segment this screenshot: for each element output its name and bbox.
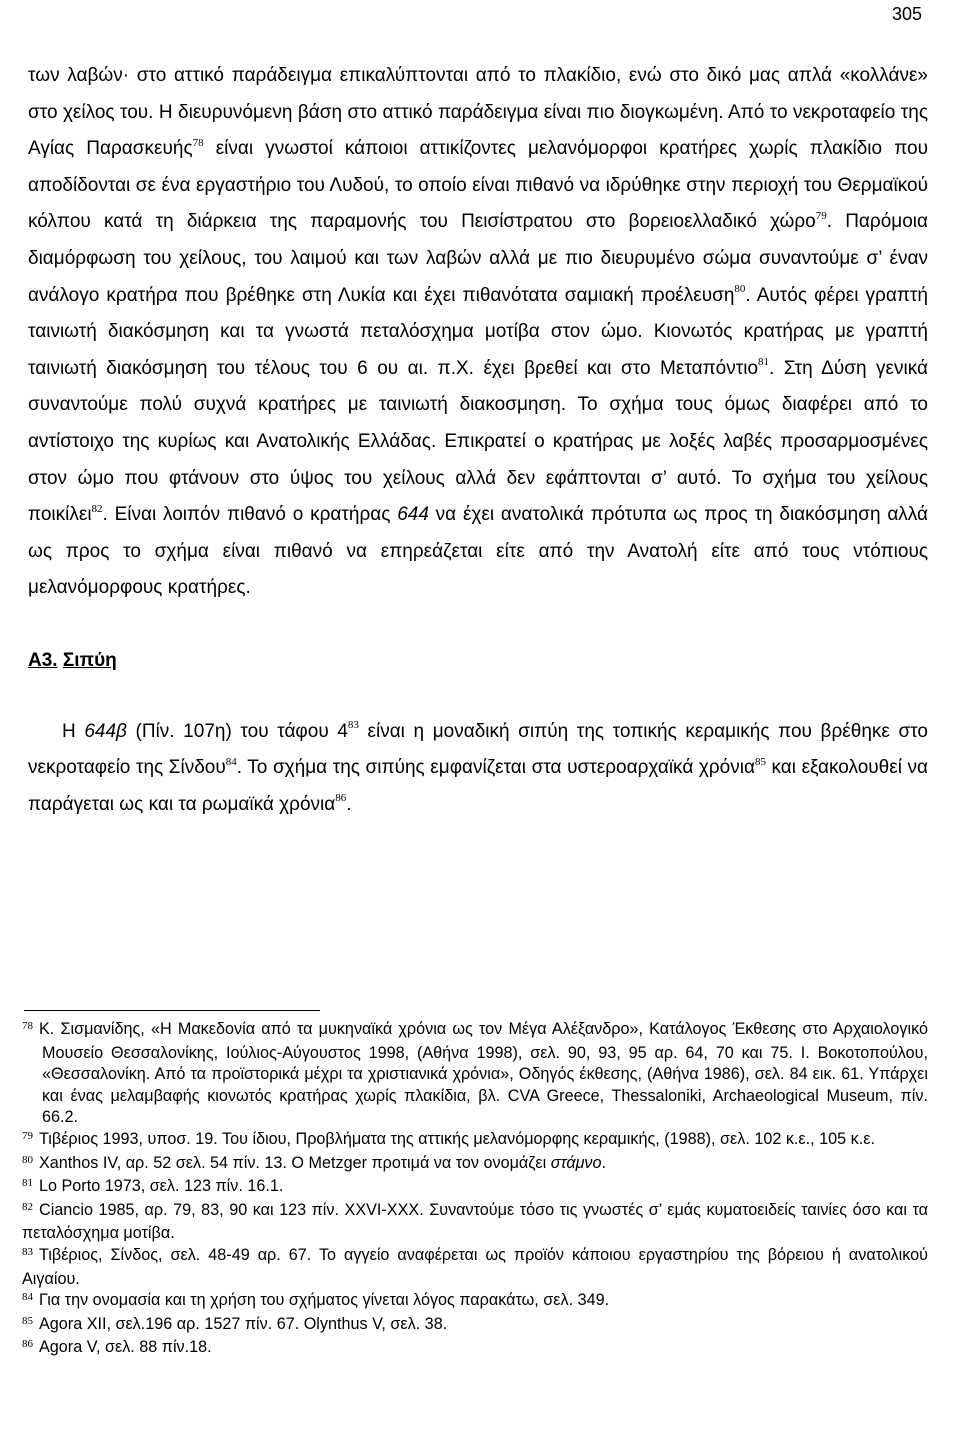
footnote-ref-86[interactable]: 86: [335, 792, 347, 805]
main-text: [28, 58, 928, 823]
footnote-number: 78: [22, 1020, 33, 1032]
text-run: των λαβών· στο αττικό παράδειγμα επικαλύπτονται από το πλακίδιο, ενώ στο δικό μας απλά «κολλάνε» στο χείλος του. Η διευρυνόμενη βάση στο αττικό παράδειγμα είναι πιο διογκωμένη. Από το νεκροταφείο της Αγίας Παρασκευής: [28, 65, 928, 160]
footnote-78: [22, 1019, 928, 1129]
footnote-text: Ciancio 1985, αρ. 79, 83, 90 και 123 πίν. XXVI-XXX. Συναντούμε τόσο τις γνωστές σ’ εμάς κυματοειδείς ταινίες όσο και τα πεταλόσχημα μοτίβα.: [22, 1200, 928, 1243]
text-run: Η: [62, 720, 85, 742]
text-run: (Πίν. 107η) του τάφου 4: [126, 720, 348, 742]
footnote-number: 80: [22, 1153, 33, 1166]
footnote-text-end: .: [601, 1153, 607, 1172]
text-run: .: [346, 793, 352, 815]
footnote-text: Xanthos IV, αρ. 52 σελ. 54 πίν. 13. Ο Metzger προτιμά να τον ονομάζει: [39, 1153, 551, 1172]
text-run: . Το σχήμα της σιπύης εμφανίζεται στα υστεροαρχαϊκά χρόνια: [236, 757, 755, 779]
footnote-ref-79[interactable]: 79: [815, 210, 827, 223]
footnote-ref-81[interactable]: 81: [758, 356, 770, 369]
footnote-number: 81: [22, 1177, 33, 1190]
footnote-text: Lo Porto 1973, σελ. 123 πίν. 16.1.: [39, 1177, 284, 1196]
vessel-number: 644β: [84, 720, 127, 742]
footnote-81: [22, 1176, 928, 1200]
footnote-text: Agora V, σελ. 88 πίν.18.: [39, 1338, 212, 1357]
vessel-number: 644: [397, 504, 429, 526]
text-run: να έχει ανατολικά πρότυπα ως προς τη διακόσμηση αλλά ως προς το σχήμα είναι πιθανό να επηρεάζεται είτε από την Ανατολή είτε από τους ντόπιους μελανόμορφους κρατήρες.: [28, 504, 928, 599]
footnote-number: 83: [22, 1245, 33, 1258]
footnote-italic: στάμνο: [550, 1153, 602, 1172]
footnote-79: [22, 1129, 928, 1153]
footnote-82: [22, 1200, 928, 1245]
footnote-number: 82: [22, 1200, 33, 1213]
footnote-ref-82[interactable]: 82: [91, 502, 103, 515]
footnotes: [22, 1019, 928, 1361]
footnote-text: Τιβέριος 1993, υποσ. 19. Του ίδιου, Προβλήματα της αττικής μελανόμορφης κεραμικής, (1988), σελ. 102 κ.ε., 105 κ.ε.: [39, 1129, 875, 1148]
footnote-text: Agora XII, σελ.196 αρ. 1527 πίν. 67. Olynthus V, σελ. 38.: [39, 1314, 448, 1333]
footnote-ref-78[interactable]: 78: [192, 136, 204, 149]
footnote-text: Τιβέριος, Σίνδος, σελ. 48-49 αρ. 67. Το αγγείο αναφέρεται ως προϊόν κάποιου εργαστηρίου της βόρειου ή ανατολικού Αιγαίου.: [22, 1245, 928, 1288]
footnote-text: Για την ονομασία και τη χρήση του σχήματος γίνεται λόγος παρακάτω, σελ. 349.: [39, 1291, 610, 1310]
footnote-number: 79: [22, 1129, 33, 1142]
section-title: Σιπύη: [62, 649, 117, 671]
text-run: . Αυτός φέρει γραπτή ταινιωτή διακόσμηση και τα γνωστά πεταλόσχημα μοτίβα στον ώμο. Κιονωτός κρατήρας με γραπτή ταινιωτή διακόσμηση του τέλους του 6 ου αι. π.Χ. έχει βρεθεί και στο Μεταπόντιο: [28, 284, 928, 379]
footnote-text: Κ. Σισμανίδης, «Η Μακεδονία από τα μυκηναϊκά χρόνια ως τον Μέγα Αλέξανδρο», Κατάλογος Έκθεσης στο Αρχαιολογικό Μουσείο Θεσσαλονίκης, Ιούλιος-Αύγουστος 1998, (Αθήνα 1998), σελ. 90, 93, 95 αρ. 64, 70 και 75. Ι. Βοκοτοπούλου, «Θεσσαλονίκη. Από τα προϊστορικά μέχρι τα χριστιανικά χρόνια», Οδηγός έκθεσης, (Αθήνα 1986), σελ. 84 εικ. 61. Υπάρχει και ένας μελαμβαφής κιονωτός κρατήρας χωρίς πλακίδια, βλ. CVA Greece, Thessaloniki, Archaeological Museum, πίν. 66.2.: [39, 1020, 928, 1127]
footnote-84: [22, 1290, 928, 1314]
text-run: . Είναι λοιπόν πιθανό ο κρατήρας: [102, 504, 398, 526]
footnote-ref-85[interactable]: 85: [754, 755, 766, 768]
text-run: είναι γνωστοί κάποιοι αττικίζοντες μελανόμορφοι κρατήρες χωρίς πλακίδιο που αποδίδονται σε ένα εργαστήριο του Λυδού, το οποίο είναι πιθανό να ιδρύθηκε στην περιοχή του Θερμαϊκού κόλπου κατά τη διάρκεια της παραμονής του Πεισίστρατου στο βορειοελλαδικό χώρο: [28, 138, 928, 233]
footnote-separator: [24, 1010, 320, 1011]
footnote-ref-84[interactable]: 84: [225, 755, 237, 768]
text-run: . Στη Δύση γενικά συναντούμε πολύ συχνά κρατήρες με ταινιωτή διακοσμηση. Το σχήμα τους όμως διαφέρει από το αντίστοιχο της κυρίως και Ανατολικής Ελλάδας. Επικρατεί ο κρατήρας με λοξές λαβές προσαρμοσμένες στον ώμο που φτάνουν στο ύψος του χείλους αλλά δεν εφάπτονται σ’ αυτό. Το σχήμα του χείλους ποικίλει: [28, 357, 928, 526]
paragraph-2: [28, 714, 928, 824]
paragraph-1: [28, 58, 928, 607]
text-run: . Παρόμοια διαμόρφωση του χείλους, του λαιμού και των λαβών αλλά με πιο διευρυμένο σώμα συναντούμε σ’ έναν ανάλογο κρατήρα που βρέθηκε στη Λυκία και έχει πιθανότατα σαμιακή προέλευση: [28, 211, 929, 306]
section-number: Α3.: [28, 649, 58, 671]
text-run: είναι η μοναδική σιπύη της τοπικής κεραμικής που βρέθηκε στο νεκροταφείο της Σίνδου: [28, 720, 928, 779]
footnote-ref-80[interactable]: 80: [734, 283, 746, 296]
text-run: και εξακολουθεί να παράγεται ως και τα ρωμαϊκά χρόνια: [28, 757, 928, 815]
footnote-80: [22, 1153, 928, 1177]
footnote-number: 84: [22, 1291, 33, 1304]
footnote-number: 85: [22, 1314, 33, 1327]
page-number: 305: [891, 4, 922, 24]
footnote-83: [22, 1245, 928, 1290]
footnote-ref-83[interactable]: 83: [347, 719, 359, 732]
footnote-85: [22, 1314, 928, 1338]
footnote-86: [22, 1337, 928, 1361]
section-heading: [28, 643, 928, 680]
footnote-number: 86: [22, 1338, 33, 1351]
